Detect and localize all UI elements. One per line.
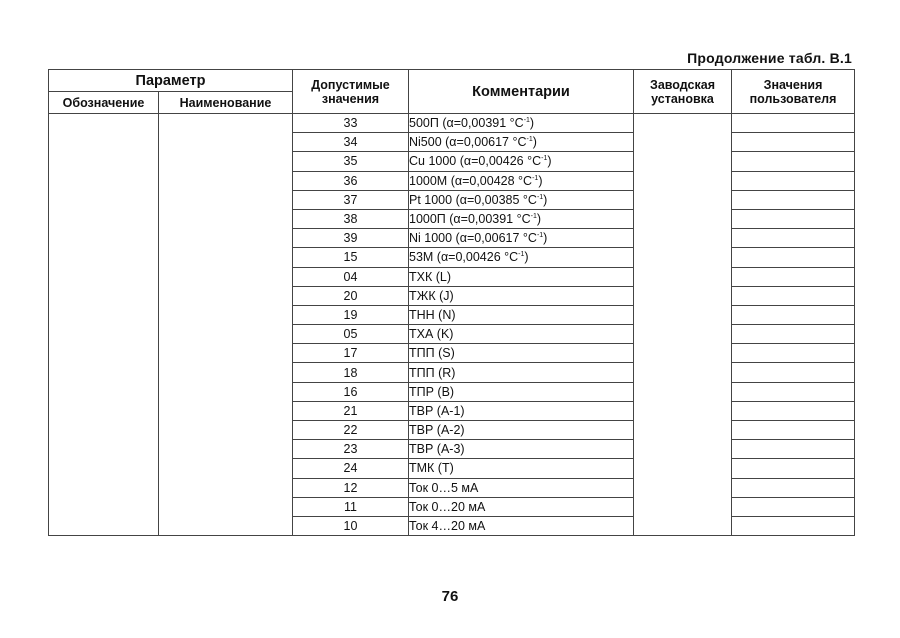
allowed-value-cell: 33 bbox=[293, 114, 409, 133]
comment-text: ТХК (L) bbox=[409, 269, 452, 284]
header-comments: Комментарии bbox=[409, 70, 634, 114]
comment-text: 500П (α=0,00391 °C bbox=[409, 116, 524, 131]
unit-exponent: -1 bbox=[541, 155, 548, 163]
comment-text: ТПР (B) bbox=[409, 384, 455, 399]
user-value-cell[interactable] bbox=[732, 497, 855, 516]
comment-text: ТХА (K) bbox=[409, 327, 454, 342]
allowed-value-cell: 16 bbox=[293, 382, 409, 401]
allowed-value-cell: 11 bbox=[293, 497, 409, 516]
comment-cell bbox=[409, 440, 634, 459]
comment-tail: ) bbox=[538, 173, 543, 188]
unit-exponent: -1 bbox=[518, 251, 525, 259]
comment-cell bbox=[409, 325, 634, 344]
header-factory-setting: Заводская установка bbox=[634, 70, 732, 114]
user-value-cell[interactable] bbox=[732, 344, 855, 363]
user-value-cell[interactable] bbox=[732, 209, 855, 228]
user-value-cell[interactable] bbox=[732, 152, 855, 171]
table-caption: Продолжение табл. В.1 bbox=[687, 50, 852, 66]
allowed-value-cell: 12 bbox=[293, 478, 409, 497]
user-value-cell[interactable] bbox=[732, 382, 855, 401]
comment-cell bbox=[409, 229, 634, 248]
allowed-value-cell: 34 bbox=[293, 133, 409, 152]
comment-tail: ) bbox=[524, 250, 529, 265]
factory-setting-cell bbox=[634, 114, 732, 536]
comment-text: ТВР (А-3) bbox=[409, 442, 465, 457]
unit-exponent: -1 bbox=[536, 193, 544, 201]
user-value-cell[interactable] bbox=[732, 171, 855, 190]
comment-cell bbox=[409, 133, 634, 152]
comment-text: Ток 4…20 мА bbox=[409, 519, 486, 534]
comment-text: ТНН (N) bbox=[409, 307, 456, 322]
allowed-value-cell: 24 bbox=[293, 459, 409, 478]
allowed-value-cell: 38 bbox=[293, 209, 409, 228]
user-value-cell[interactable] bbox=[732, 229, 855, 248]
user-value-cell[interactable] bbox=[732, 440, 855, 459]
user-value-cell[interactable] bbox=[732, 363, 855, 382]
user-value-cell[interactable] bbox=[732, 421, 855, 440]
allowed-value-cell: 39 bbox=[293, 229, 409, 248]
comment-text: Pt 1000 (α=0,00385 °C bbox=[409, 192, 537, 207]
comment-text: ТЖК (J) bbox=[409, 288, 454, 303]
comment-cell bbox=[409, 171, 634, 190]
header-allowed-values: Допустимые значения bbox=[293, 70, 409, 114]
unit-exponent: -1 bbox=[536, 232, 544, 240]
user-value-cell[interactable] bbox=[732, 478, 855, 497]
comment-cell bbox=[409, 344, 634, 363]
user-value-cell[interactable] bbox=[732, 190, 855, 209]
comment-text: ТМК (Т) bbox=[409, 461, 454, 476]
allowed-value-cell: 05 bbox=[293, 325, 409, 344]
comment-text: ТВР (А-1) bbox=[409, 403, 465, 418]
comment-cell bbox=[409, 190, 634, 209]
comment-cell bbox=[409, 382, 634, 401]
comment-tail: ) bbox=[532, 135, 537, 150]
comment-cell bbox=[409, 478, 634, 497]
user-value-cell[interactable] bbox=[732, 401, 855, 420]
allowed-value-cell: 19 bbox=[293, 305, 409, 324]
comment-text: 1000П (α=0,00391 °C bbox=[409, 212, 531, 227]
comment-cell bbox=[409, 209, 634, 228]
comment-tail: ) bbox=[529, 116, 535, 131]
comment-cell bbox=[409, 363, 634, 382]
name-cell bbox=[159, 114, 293, 536]
comment-cell bbox=[409, 401, 634, 420]
user-value-cell[interactable] bbox=[732, 286, 855, 305]
allowed-value-cell: 22 bbox=[293, 421, 409, 440]
comment-cell bbox=[409, 305, 634, 324]
table-body bbox=[49, 114, 855, 536]
unit-exponent: -1 bbox=[532, 174, 539, 182]
comment-tail: ) bbox=[536, 212, 542, 227]
comment-cell bbox=[409, 114, 634, 133]
comment-cell bbox=[409, 248, 634, 267]
comment-tail: ) bbox=[543, 231, 548, 246]
allowed-value-cell: 15 bbox=[293, 248, 409, 267]
allowed-value-cell: 18 bbox=[293, 363, 409, 382]
header-designation: Обозначение bbox=[49, 92, 159, 114]
allowed-value-cell: 37 bbox=[293, 190, 409, 209]
user-value-cell[interactable] bbox=[732, 516, 855, 535]
user-value-cell[interactable] bbox=[732, 459, 855, 478]
designation-cell bbox=[49, 114, 159, 536]
comment-text: Ток 0…20 мА bbox=[409, 499, 486, 514]
comment-cell bbox=[409, 286, 634, 305]
user-value-cell[interactable] bbox=[732, 133, 855, 152]
comment-cell bbox=[409, 459, 634, 478]
unit-exponent: -1 bbox=[526, 136, 533, 144]
comment-text: 53М (α=0,00426 °C bbox=[409, 250, 519, 265]
header-user-values: Значения пользователя bbox=[732, 70, 855, 114]
user-value-cell[interactable] bbox=[732, 267, 855, 286]
comment-cell bbox=[409, 152, 634, 171]
allowed-value-cell: 20 bbox=[293, 286, 409, 305]
user-value-cell[interactable] bbox=[732, 248, 855, 267]
allowed-value-cell: 35 bbox=[293, 152, 409, 171]
parameter-table bbox=[48, 69, 855, 536]
header-name: Наименование bbox=[159, 92, 293, 114]
comment-text: ТПП (S) bbox=[409, 346, 455, 361]
table-row bbox=[49, 114, 855, 133]
user-value-cell[interactable] bbox=[732, 114, 855, 133]
comment-cell bbox=[409, 497, 634, 516]
allowed-value-cell: 17 bbox=[293, 344, 409, 363]
header-parameter: Параметр bbox=[49, 70, 293, 92]
comment-text: Ток 0…5 мА bbox=[409, 480, 479, 495]
allowed-value-cell: 23 bbox=[293, 440, 409, 459]
allowed-value-cell: 21 bbox=[293, 401, 409, 420]
comment-tail: ) bbox=[547, 154, 552, 169]
page-number: 76 bbox=[441, 588, 459, 605]
allowed-value-cell: 04 bbox=[293, 267, 409, 286]
comment-cell bbox=[409, 267, 634, 286]
user-value-cell[interactable] bbox=[732, 305, 855, 324]
comment-text: Cu 1000 (α=0,00426 °C bbox=[409, 154, 542, 169]
user-value-cell[interactable] bbox=[732, 325, 855, 344]
comment-text: ТВР (А-2) bbox=[409, 423, 465, 438]
unit-exponent: -1 bbox=[523, 117, 530, 125]
comment-text: Ni500 (α=0,00617 °C bbox=[409, 135, 527, 150]
comment-tail: ) bbox=[543, 192, 548, 207]
comment-cell bbox=[409, 516, 634, 535]
comment-text: Ni 1000 (α=0,00617 °C bbox=[409, 231, 537, 246]
unit-exponent: -1 bbox=[530, 213, 537, 221]
allowed-value-cell: 10 bbox=[293, 516, 409, 535]
comment-text: ТПП (R) bbox=[409, 365, 456, 380]
allowed-value-cell: 36 bbox=[293, 171, 409, 190]
comment-text: 1000М (α=0,00428 °C bbox=[409, 173, 533, 188]
comment-cell bbox=[409, 421, 634, 440]
